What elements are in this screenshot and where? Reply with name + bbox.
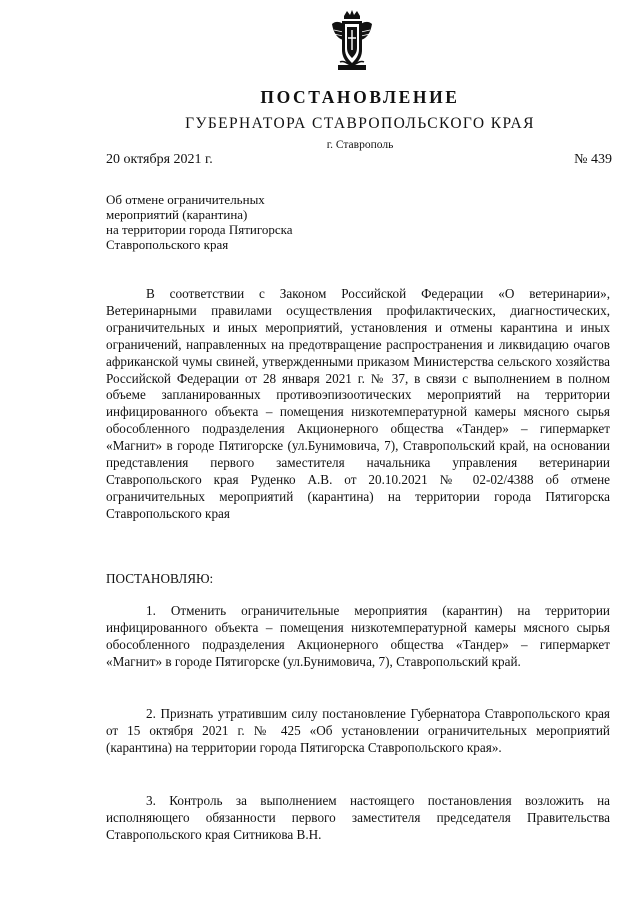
city-label: г. Ставрополь: [326, 139, 394, 151]
document-subtitle: ГУБЕРНАТОРА СТАВРОПОЛЬСКОГО КРАЯ: [185, 115, 535, 132]
decree-item-1: 1. Отменить ограничительные мероприятия (карантин) на территории инфицированного объекта – помещения низкотемпературной камеры мясного сырья обособленного подразделения Акционерного общества «Тандер» – гипермаркет «Магнит» в городе Пятигорске (ул.Бунимовича, 7), Ставропольский край.: [106, 603, 610, 669]
decree-word: ПОСТАНОВЛЯЮ:: [106, 571, 214, 586]
decree-item-3: 3. Контроль за выполнением настоящего постановления возложить на исполняющего обязанности первого заместителя председателя Правительства Ставропольского края Ситникова В.Н.: [106, 793, 610, 842]
heading-line: Об отмене ограничительных: [106, 192, 265, 207]
heading-line: мероприятий (карантина): [106, 207, 248, 222]
heading-line: на территории города Пятигорска: [106, 222, 293, 237]
document-date: 20 октября 2021 г.: [106, 152, 213, 167]
heading-line: Ставропольского края: [106, 237, 229, 252]
document-title: ПОСТАНОВЛЕНИЕ: [260, 87, 460, 107]
preamble-paragraph: В соответствии с Законом Российской Федерации «О ветеринарии», Ветеринарными правилами осуществления профилактических, диагностических, ограничительных и иных мероприятий, установления и отмены карантина и иных ограничений, направленных на предотвращение распространения и ликвидацию очагов африканской чумы свиней, утвержденными приказом Министерства сельского хозяйства Российской Федерации от 28 января 2021 г. № 37, в связи с выполнением в полном объеме запланированных противоэпизоотических мероприятий на территории инфицированного объекта – помещения низкотемпературной камеры мясного сырья обособленного подразделения Акционерного общества «Тандер» – гипермаркет «Магнит» в городе Пятигорске (ул.Бунимовича, 7), Ставропольский край, на основании представления первого заместителя начальника управления ветеринарии Ставропольского края Руденко А.В. от 20.10.2021 № 02-02/4388 об отмене ограничительных мероприятий (карантина) на территории города Пятигорска Ставропольского края: [106, 286, 610, 521]
decree-item-2: 2. Признать утратившим силу постановление Губернатора Ставропольского края от 15 октября 2021 г. № 425 «Об установлении ограничительных мероприятий (карантина) на территории города Пятигорска Ставропольского края».: [106, 706, 610, 755]
document-heading: [106, 192, 426, 252]
coat-of-arms-icon: [330, 10, 374, 72]
document-number: № 439: [574, 152, 612, 167]
